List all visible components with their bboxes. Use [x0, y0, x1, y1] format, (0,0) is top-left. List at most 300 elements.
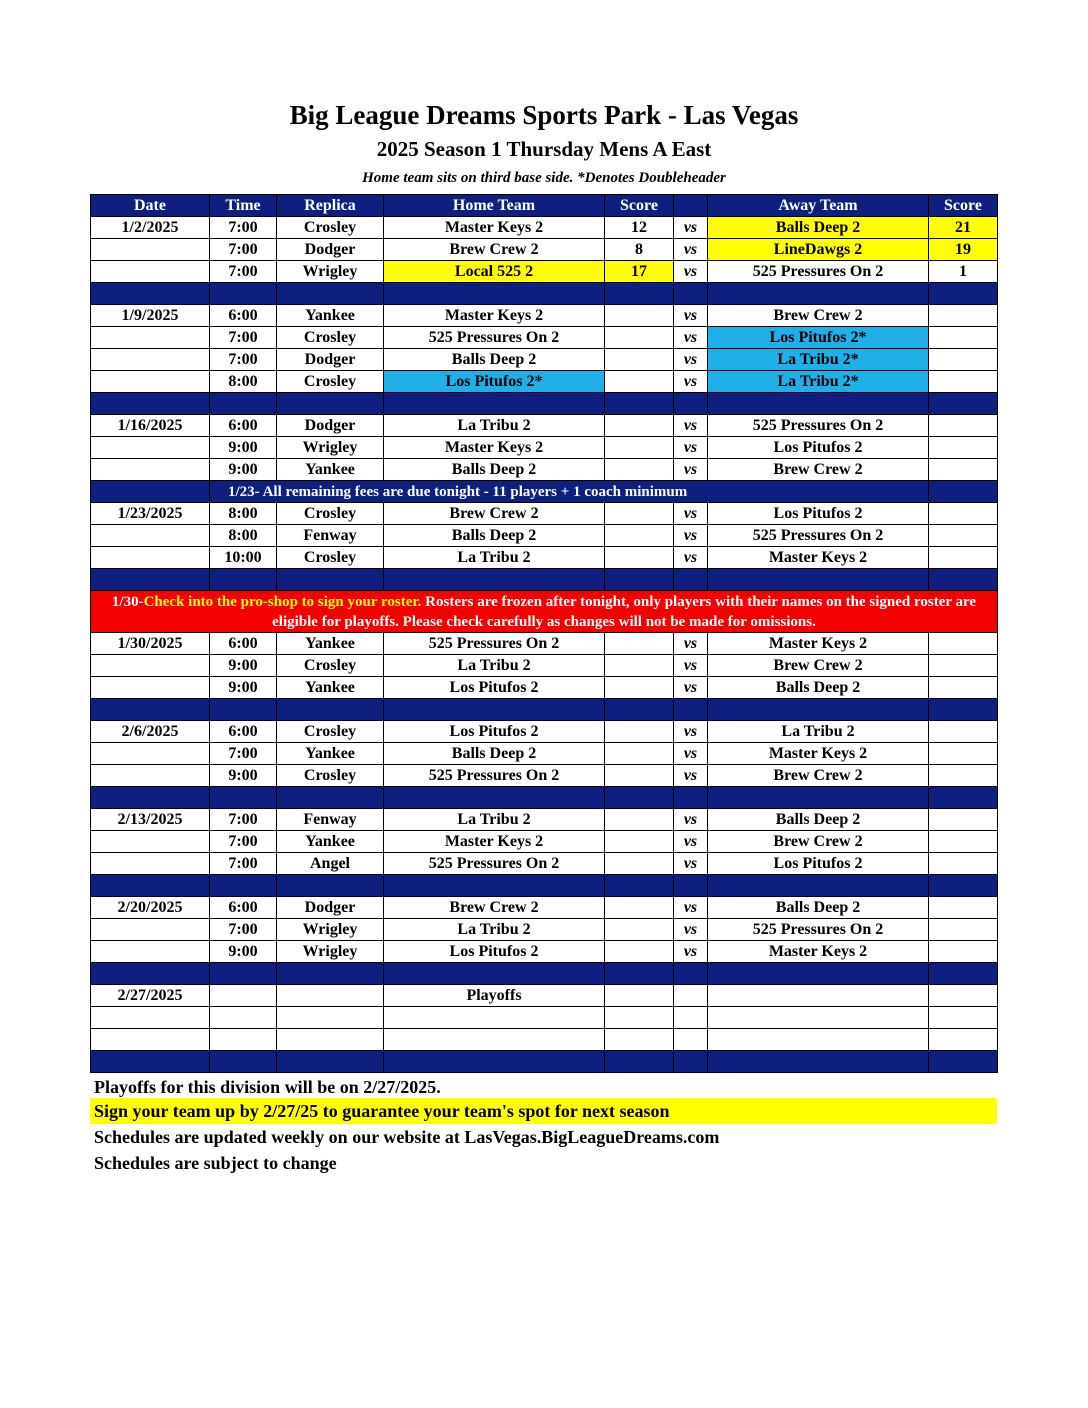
table-row [91, 349, 998, 371]
separator-cell [277, 569, 384, 591]
vs-cell: vs [674, 415, 708, 437]
away-team-cell: Brew Crew 2 [708, 305, 929, 327]
time-cell: 9:00 [210, 941, 277, 963]
table-row [91, 809, 998, 831]
separator-cell [708, 283, 929, 305]
date-cell [91, 941, 210, 963]
separator-cell [91, 481, 210, 503]
away-team-cell: Brew Crew 2 [708, 765, 929, 787]
date-cell [91, 831, 210, 853]
col-header-home-team: Home Team [384, 195, 605, 217]
separator-cell [91, 699, 210, 721]
col-header-away-team: Away Team [708, 195, 929, 217]
time-cell: 7:00 [210, 261, 277, 283]
vs-cell: vs [674, 217, 708, 239]
home-score-cell [605, 677, 674, 699]
separator-cell [674, 283, 708, 305]
away-score-cell [929, 765, 998, 787]
table-row [91, 853, 998, 875]
vs-cell [674, 1007, 708, 1029]
vs-cell: vs [674, 525, 708, 547]
table-row [91, 721, 998, 743]
col-header-replica: Replica [277, 195, 384, 217]
vs-cell: vs [674, 743, 708, 765]
vs-cell: vs [674, 853, 708, 875]
away-score-cell [929, 677, 998, 699]
time-cell: 6:00 [210, 633, 277, 655]
separator-cell [929, 393, 998, 415]
week-separator-row [91, 787, 998, 809]
time-cell: 7:00 [210, 743, 277, 765]
away-score-cell: 19 [929, 239, 998, 261]
home-team-cell: Los Pitufos 2* [384, 371, 605, 393]
time-cell: 6:00 [210, 415, 277, 437]
away-team-cell: Master Keys 2 [708, 633, 929, 655]
home-team-cell: Balls Deep 2 [384, 459, 605, 481]
separator-cell [384, 787, 605, 809]
time-cell: 9:00 [210, 437, 277, 459]
week-separator-row [91, 393, 998, 415]
fee-notice-text: 1/23- All remaining fees are due tonight - 11 players + 1 coach minimum [210, 481, 929, 503]
time-cell: 7:00 [210, 853, 277, 875]
table-row [91, 459, 998, 481]
roster-notice-highlight: Check into the pro-shop to sign your roster. [143, 593, 422, 610]
separator-cell [277, 787, 384, 809]
week-separator-row [91, 569, 998, 591]
date-cell: 1/30/2025 [91, 633, 210, 655]
col-header-date: Date [91, 195, 210, 217]
vs-cell: vs [674, 721, 708, 743]
time-cell: 6:00 [210, 897, 277, 919]
home-score-cell [605, 897, 674, 919]
replica-cell: Yankee [277, 305, 384, 327]
home-score-cell [605, 1029, 674, 1051]
away-team-cell: 525 Pressures On 2 [708, 919, 929, 941]
home-team-cell: La Tribu 2 [384, 919, 605, 941]
table-row [91, 415, 998, 437]
time-cell: 6:00 [210, 721, 277, 743]
home-score-cell [605, 831, 674, 853]
date-cell: 1/16/2025 [91, 415, 210, 437]
table-row [91, 985, 998, 1007]
vs-cell: vs [674, 809, 708, 831]
away-team-cell [708, 1029, 929, 1051]
separator-cell [929, 283, 998, 305]
away-team-cell [708, 985, 929, 1007]
replica-cell: Fenway [277, 525, 384, 547]
separator-cell [210, 1051, 277, 1073]
home-score-cell [605, 655, 674, 677]
vs-cell [674, 1029, 708, 1051]
table-row [91, 743, 998, 765]
separator-cell [708, 569, 929, 591]
separator-cell [929, 1051, 998, 1073]
away-score-cell [929, 853, 998, 875]
replica-cell: Crosley [277, 503, 384, 525]
time-cell: 7:00 [210, 349, 277, 371]
date-cell [91, 327, 210, 349]
replica-cell: Yankee [277, 633, 384, 655]
vs-cell: vs [674, 765, 708, 787]
separator-cell [91, 875, 210, 897]
away-team-cell [708, 1007, 929, 1029]
replica-cell: Crosley [277, 765, 384, 787]
separator-cell [91, 787, 210, 809]
vs-cell: vs [674, 371, 708, 393]
date-cell: 1/23/2025 [91, 503, 210, 525]
separator-cell [605, 963, 674, 985]
away-score-cell [929, 941, 998, 963]
home-score-cell [605, 765, 674, 787]
time-cell: 7:00 [210, 217, 277, 239]
home-score-cell [605, 371, 674, 393]
table-row [91, 677, 998, 699]
away-score-cell [929, 459, 998, 481]
vs-cell: vs [674, 261, 708, 283]
time-cell: 9:00 [210, 677, 277, 699]
replica-cell: Angel [277, 853, 384, 875]
time-cell: 8:00 [210, 371, 277, 393]
separator-cell [277, 699, 384, 721]
home-team-cell: Balls Deep 2 [384, 525, 605, 547]
col-header-vs [674, 195, 708, 217]
replica-cell: Crosley [277, 721, 384, 743]
separator-cell [708, 875, 929, 897]
home-score-cell [605, 919, 674, 941]
time-cell [210, 1007, 277, 1029]
separator-cell [384, 393, 605, 415]
date-cell [91, 919, 210, 941]
separator-cell [210, 393, 277, 415]
table-row [91, 437, 998, 459]
separator-cell [929, 699, 998, 721]
table-row [91, 941, 998, 963]
home-team-cell: Los Pitufos 2 [384, 941, 605, 963]
col-header-time: Time [210, 195, 277, 217]
away-score-cell [929, 525, 998, 547]
separator-cell [605, 699, 674, 721]
separator-cell [91, 1051, 210, 1073]
away-score-cell: 1 [929, 261, 998, 283]
vs-cell: vs [674, 437, 708, 459]
away-score-cell [929, 305, 998, 327]
vs-cell: vs [674, 503, 708, 525]
vs-cell: vs [674, 305, 708, 327]
table-row [91, 525, 998, 547]
away-score-cell [929, 1029, 998, 1051]
home-team-cell: Brew Crew 2 [384, 503, 605, 525]
table-row [91, 371, 998, 393]
separator-cell [91, 393, 210, 415]
home-team-cell: Brew Crew 2 [384, 897, 605, 919]
roster-notice-date: 1/30- [111, 593, 144, 610]
separator-cell [605, 875, 674, 897]
home-score-cell [605, 415, 674, 437]
separator-cell [674, 393, 708, 415]
away-team-cell: Los Pitufos 2 [708, 437, 929, 459]
date-cell: 2/6/2025 [91, 721, 210, 743]
home-score-cell [605, 721, 674, 743]
schedule-body [91, 217, 998, 1073]
replica-cell: Fenway [277, 809, 384, 831]
away-team-cell: Los Pitufos 2* [708, 327, 929, 349]
replica-cell [277, 1007, 384, 1029]
replica-cell: Wrigley [277, 261, 384, 283]
table-row [91, 305, 998, 327]
separator-cell [929, 875, 998, 897]
away-score-cell [929, 371, 998, 393]
away-score-cell [929, 985, 998, 1007]
replica-cell: Crosley [277, 371, 384, 393]
away-team-cell: Master Keys 2 [708, 547, 929, 569]
home-team-cell: Master Keys 2 [384, 437, 605, 459]
date-cell [91, 547, 210, 569]
week-separator-row [91, 1051, 998, 1073]
separator-cell [929, 569, 998, 591]
table-row [91, 547, 998, 569]
time-cell: 7:00 [210, 919, 277, 941]
roster-notice-text: Rosters are frozen after tonight, only players with their names on the signed roster are eligible for playoffs. Please check carefully as changes will not be made for omissions. [272, 593, 977, 630]
vs-cell: vs [674, 897, 708, 919]
home-score-cell [605, 1007, 674, 1029]
home-score-cell: 17 [605, 261, 674, 283]
home-team-cell [384, 1029, 605, 1051]
separator-cell [605, 393, 674, 415]
separator-cell [277, 963, 384, 985]
date-cell [91, 349, 210, 371]
away-team-cell: 525 Pressures On 2 [708, 525, 929, 547]
separator-cell [384, 283, 605, 305]
footer-signup-note: Sign your team up by 2/27/25 to guarantee your team's spot for next season [90, 1098, 997, 1124]
time-cell: 9:00 [210, 765, 277, 787]
home-team-cell: 525 Pressures On 2 [384, 633, 605, 655]
away-score-cell [929, 655, 998, 677]
date-cell [91, 459, 210, 481]
away-score-cell [929, 415, 998, 437]
away-score-cell [929, 547, 998, 569]
home-team-cell: La Tribu 2 [384, 547, 605, 569]
separator-cell [277, 875, 384, 897]
week-separator-row [91, 963, 998, 985]
week-separator-row [91, 283, 998, 305]
home-team-cell: Balls Deep 2 [384, 743, 605, 765]
away-team-cell: Balls Deep 2 [708, 677, 929, 699]
separator-cell [91, 963, 210, 985]
separator-cell [210, 699, 277, 721]
date-cell: 2/13/2025 [91, 809, 210, 831]
page-title: Big League Dreams Sports Park - Las Vegas [289, 100, 799, 130]
separator-cell [210, 787, 277, 809]
table-row [91, 239, 998, 261]
separator-cell [384, 569, 605, 591]
home-score-cell [605, 633, 674, 655]
away-score-cell [929, 349, 998, 371]
time-cell: 9:00 [210, 459, 277, 481]
replica-cell: Dodger [277, 349, 384, 371]
replica-cell: Dodger [277, 239, 384, 261]
home-score-cell [605, 743, 674, 765]
separator-cell [210, 963, 277, 985]
separator-cell [277, 393, 384, 415]
home-score-cell [605, 525, 674, 547]
table-row [91, 919, 998, 941]
home-team-cell: La Tribu 2 [384, 655, 605, 677]
away-score-cell [929, 897, 998, 919]
separator-cell [277, 283, 384, 305]
time-cell: 8:00 [210, 503, 277, 525]
replica-cell: Crosley [277, 217, 384, 239]
vs-cell: vs [674, 677, 708, 699]
away-team-cell: La Tribu 2 [708, 721, 929, 743]
replica-cell: Yankee [277, 743, 384, 765]
replica-cell [277, 1029, 384, 1051]
away-team-cell: Los Pitufos 2 [708, 853, 929, 875]
vs-cell: vs [674, 941, 708, 963]
vs-cell: vs [674, 633, 708, 655]
away-score-cell [929, 743, 998, 765]
separator-cell [674, 699, 708, 721]
vs-cell [674, 985, 708, 1007]
home-score-cell [605, 941, 674, 963]
separator-cell [708, 963, 929, 985]
home-team-cell [384, 1007, 605, 1029]
date-cell [91, 261, 210, 283]
separator-cell [929, 963, 998, 985]
away-team-cell: Los Pitufos 2 [708, 503, 929, 525]
home-team-cell: Los Pitufos 2 [384, 677, 605, 699]
home-score-cell [605, 985, 674, 1007]
vs-cell: vs [674, 831, 708, 853]
home-team-cell: Los Pitufos 2 [384, 721, 605, 743]
date-cell [91, 655, 210, 677]
separator-cell [605, 283, 674, 305]
home-team-cell: Local 525 2 [384, 261, 605, 283]
date-cell [91, 525, 210, 547]
away-team-cell: Brew Crew 2 [708, 459, 929, 481]
replica-cell [277, 985, 384, 1007]
away-score-cell [929, 503, 998, 525]
away-team-cell: 525 Pressures On 2 [708, 415, 929, 437]
footer-change-note: Schedules are subject to change [94, 1153, 337, 1173]
home-score-cell [605, 437, 674, 459]
replica-cell: Crosley [277, 327, 384, 349]
separator-cell [277, 1051, 384, 1073]
replica-cell: Dodger [277, 415, 384, 437]
replica-cell: Crosley [277, 655, 384, 677]
date-cell: 1/2/2025 [91, 217, 210, 239]
replica-cell: Crosley [277, 547, 384, 569]
separator-cell [210, 569, 277, 591]
separator-cell [674, 569, 708, 591]
home-score-cell [605, 349, 674, 371]
date-cell [91, 1007, 210, 1029]
away-score-cell [929, 437, 998, 459]
away-team-cell: Brew Crew 2 [708, 655, 929, 677]
date-cell: 2/20/2025 [91, 897, 210, 919]
replica-cell: Yankee [277, 831, 384, 853]
time-cell: 7:00 [210, 239, 277, 261]
away-team-cell: Master Keys 2 [708, 743, 929, 765]
date-cell [91, 765, 210, 787]
away-score-cell [929, 721, 998, 743]
table-row [91, 655, 998, 677]
replica-cell: Dodger [277, 897, 384, 919]
home-team-cell: La Tribu 2 [384, 415, 605, 437]
time-cell: 7:00 [210, 831, 277, 853]
separator-cell [708, 1051, 929, 1073]
away-team-cell: Brew Crew 2 [708, 831, 929, 853]
table-header-row [91, 195, 998, 217]
home-score-cell [605, 547, 674, 569]
replica-cell: Wrigley [277, 941, 384, 963]
away-score-cell [929, 809, 998, 831]
away-team-cell: Balls Deep 2 [708, 897, 929, 919]
home-score-cell [605, 503, 674, 525]
home-team-cell: Master Keys 2 [384, 305, 605, 327]
away-score-cell [929, 831, 998, 853]
footer-website-note: Schedules are updated weekly on our website at LasVegas.BigLeagueDreams.com [94, 1127, 720, 1147]
separator-cell [210, 875, 277, 897]
table-row [91, 1007, 998, 1029]
away-team-cell: Master Keys 2 [708, 941, 929, 963]
separator-cell [708, 787, 929, 809]
week-separator-row [91, 699, 998, 721]
separator-cell [384, 1051, 605, 1073]
time-cell: 9:00 [210, 655, 277, 677]
replica-cell: Wrigley [277, 437, 384, 459]
separator-cell [384, 875, 605, 897]
home-score-cell [605, 459, 674, 481]
table-row [91, 327, 998, 349]
separator-cell [384, 963, 605, 985]
fee-notice-row [91, 481, 998, 503]
home-team-cell: Master Keys 2 [384, 217, 605, 239]
date-cell [91, 677, 210, 699]
week-separator-row [91, 875, 998, 897]
col-header-away-score: Score [929, 195, 998, 217]
roster-notice-row [91, 591, 998, 633]
time-cell [210, 1029, 277, 1051]
table-row [91, 503, 998, 525]
away-team-cell: La Tribu 2* [708, 371, 929, 393]
away-team-cell: LineDawgs 2 [708, 239, 929, 261]
separator-cell [210, 283, 277, 305]
separator-cell [674, 963, 708, 985]
time-cell: 7:00 [210, 327, 277, 349]
vs-cell: vs [674, 349, 708, 371]
schedule-table [90, 194, 998, 1073]
vs-cell: vs [674, 919, 708, 941]
date-cell [91, 1029, 210, 1051]
table-row [91, 633, 998, 655]
col-header-home-score: Score [605, 195, 674, 217]
separator-cell [605, 1051, 674, 1073]
home-score-cell [605, 809, 674, 831]
time-cell: 10:00 [210, 547, 277, 569]
table-row [91, 897, 998, 919]
vs-cell: vs [674, 655, 708, 677]
schedule-note: Home team sits on third base side. *Denotes Doubleheader [362, 170, 726, 186]
vs-cell: vs [674, 239, 708, 261]
away-team-cell: Balls Deep 2 [708, 217, 929, 239]
table-row [91, 1029, 998, 1051]
home-score-cell: 8 [605, 239, 674, 261]
separator-cell [708, 699, 929, 721]
away-team-cell: Balls Deep 2 [708, 809, 929, 831]
separator-cell [91, 283, 210, 305]
time-cell [210, 985, 277, 1007]
separator-cell [674, 787, 708, 809]
